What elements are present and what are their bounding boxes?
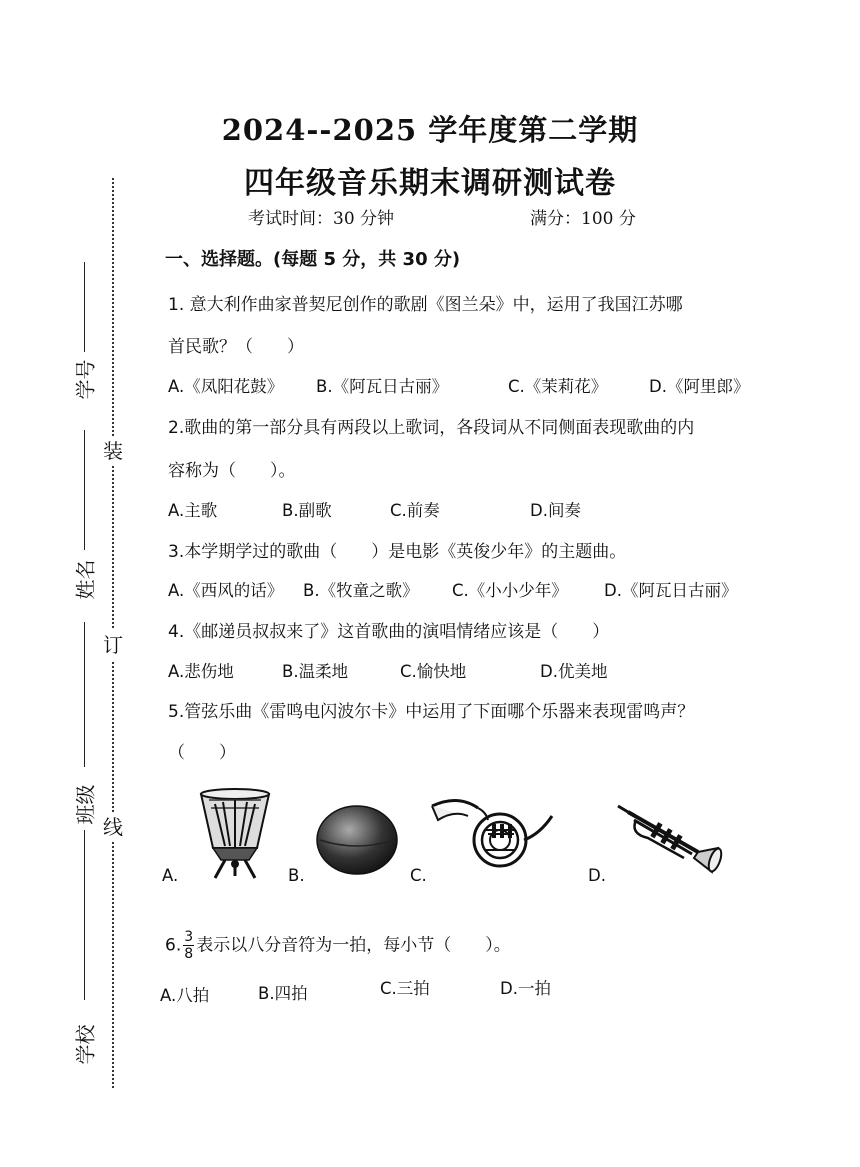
question-text: 3.本学期学过的歌曲（ ）是电影《英俊少年》的主题曲。 [168,542,627,562]
option-c[interactable]: C. [410,866,427,885]
option-a[interactable]: A.主歌 [168,501,218,520]
option-d[interactable]: D.一拍 [500,979,551,998]
field-line-school [84,830,85,1000]
full-score: 满分：100 分 [530,209,636,229]
timpani-icon[interactable] [195,786,275,882]
time-signature-fraction [183,930,194,961]
option-a[interactable]: A.《西风的话》 [168,581,284,600]
option-d[interactable]: D.优美地 [540,662,608,681]
option-b[interactable]: B.温柔地 [282,662,349,681]
question-text: 1. 意大利作曲家普契尼创作的歌剧《图兰朵》中，运用了我国江苏哪 [168,295,683,315]
option-b[interactable]: B.副歌 [282,501,332,520]
option-c[interactable]: C.《茉莉花》 [508,377,608,396]
exam-title-line1: 2024--2025 学年度第二学期 [221,113,639,147]
question-text: 2.歌曲的第一部分具有两段以上歌词，各段词从不同侧面表现歌曲的内 [168,418,695,438]
exam-title-line2: 四年级音乐期末调研测试卷 [244,166,616,201]
field-line-name [84,430,85,550]
binding-char-ding: 订 [101,630,125,660]
trumpet-icon[interactable] [614,800,726,878]
option-d[interactable]: D.《阿里郎》 [649,377,750,396]
option-c[interactable]: C.愉快地 [400,662,467,681]
option-d[interactable]: D.《阿瓦日古丽》 [604,581,738,600]
class-label: 班级 [73,784,98,825]
option-b[interactable]: B. [288,866,305,885]
option-c[interactable]: C.三拍 [380,979,430,998]
option-d[interactable]: D. [588,866,606,885]
question-number: 6. [165,935,182,956]
option-a[interactable]: A. [162,866,179,885]
option-a[interactable]: A.八拍 [160,986,210,1005]
field-line-class [84,622,85,767]
option-c[interactable]: C.《小小少年》 [452,581,568,600]
option-b[interactable]: B.四拍 [258,984,308,1003]
option-c[interactable]: C.前奏 [390,501,440,520]
question-text: 表示以八分音符为一拍，每小节（ ）。 [196,935,511,956]
question-text: 4.《邮递员叔叔来了》这首歌曲的演唱情绪应该是（ ） [168,622,610,642]
section-heading: 一、选择题。(每题 5 分，共 30 分) [165,249,461,270]
question-text: （ ） [168,743,236,763]
question-text: 容称为（ ）。 [168,461,296,481]
question-text: 首民歌？（ ） [168,337,304,357]
option-a[interactable]: A.悲伤地 [168,662,234,681]
option-d[interactable]: D.间奏 [530,501,581,520]
option-b[interactable]: B.《阿瓦日古丽》 [316,377,449,396]
question-text: 5.管弦乐曲《雷鸣电闪波尔卡》中运用了下面哪个乐器来表现雷鸣声？ [168,702,695,722]
gong-icon[interactable] [312,800,402,880]
fraction-numerator: 3 [184,929,194,945]
option-b[interactable]: B.《牧童之歌》 [303,581,419,600]
question-text-line [165,930,511,961]
binding-char-xian: 线 [101,812,125,842]
student-id-label: 学号 [73,359,98,400]
binding-char-zhuang: 装 [101,436,125,466]
name-label: 姓名 [73,559,98,600]
field-line-student-id [84,262,85,352]
option-a[interactable]: A.《凤阳花鼓》 [168,377,284,396]
french-horn-icon[interactable] [428,794,556,876]
fraction-denominator: 8 [184,946,194,962]
school-label: 学校 [73,1024,98,1065]
exam-time: 考试时间：30 分钟 [248,209,395,229]
